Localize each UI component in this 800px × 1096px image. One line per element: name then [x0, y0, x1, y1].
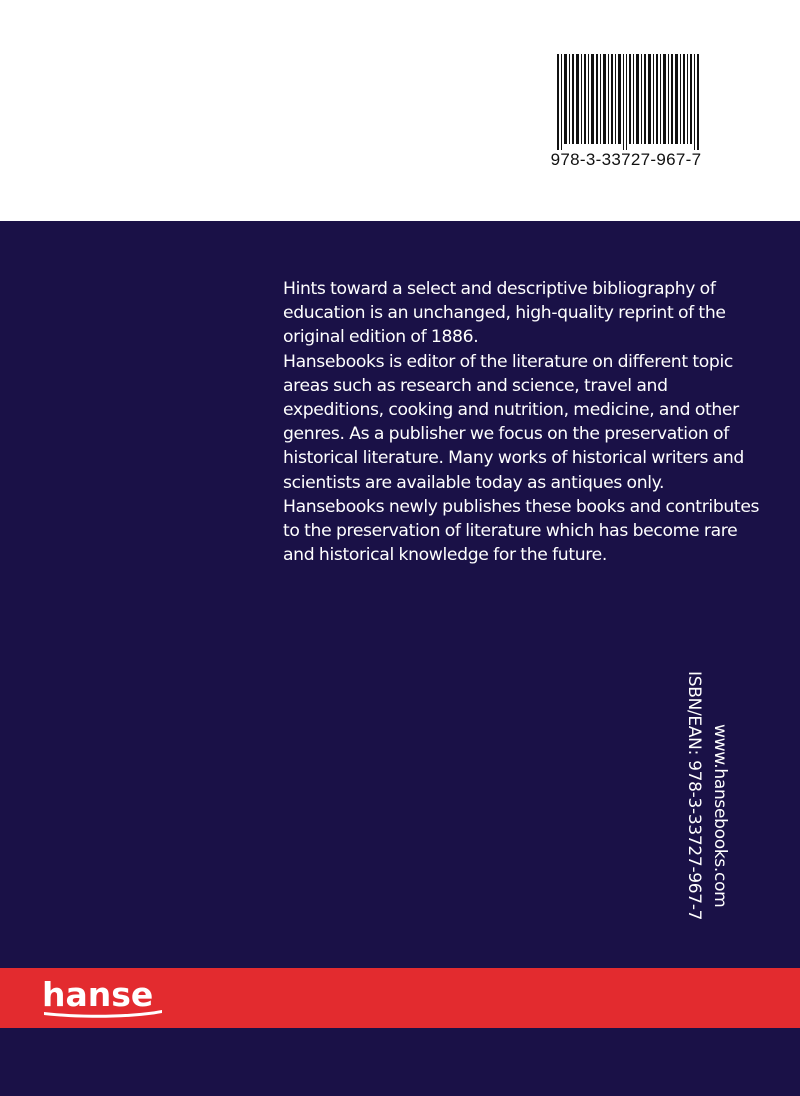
description-paragraph-2: Hansebooks is editor of the literature on different topic areas such as research and science, travel and expeditions, cooking and nutrition, medicine, and other genres. As a publisher we focus on the preservation of historical literature. Many works of historical writers and scientists are available today as antiques only. Hansebooks newly publishes these books and contributes to the preservation of literature which has become rare and historical knowledge for the future.: [283, 351, 760, 566]
website-text: www.hansebooks.com: [710, 724, 730, 908]
description-paragraph-1: Hints toward a select and descriptive bibliography of education is an unchanged, high-quality reprint of the original edition of 1886.: [283, 279, 726, 348]
barcode-icon: [557, 54, 699, 150]
logo-text: hanse: [42, 976, 154, 1014]
book-description: [283, 277, 763, 567]
hanse-logo: [40, 976, 170, 1020]
barcode-label: [545, 46, 707, 180]
cover-top-area: [0, 0, 800, 221]
isbn-text: ISBN/EAN: 978-3-33727-967-7: [684, 671, 704, 921]
barcode-number: 978-3-33727-967-7: [550, 150, 702, 169]
